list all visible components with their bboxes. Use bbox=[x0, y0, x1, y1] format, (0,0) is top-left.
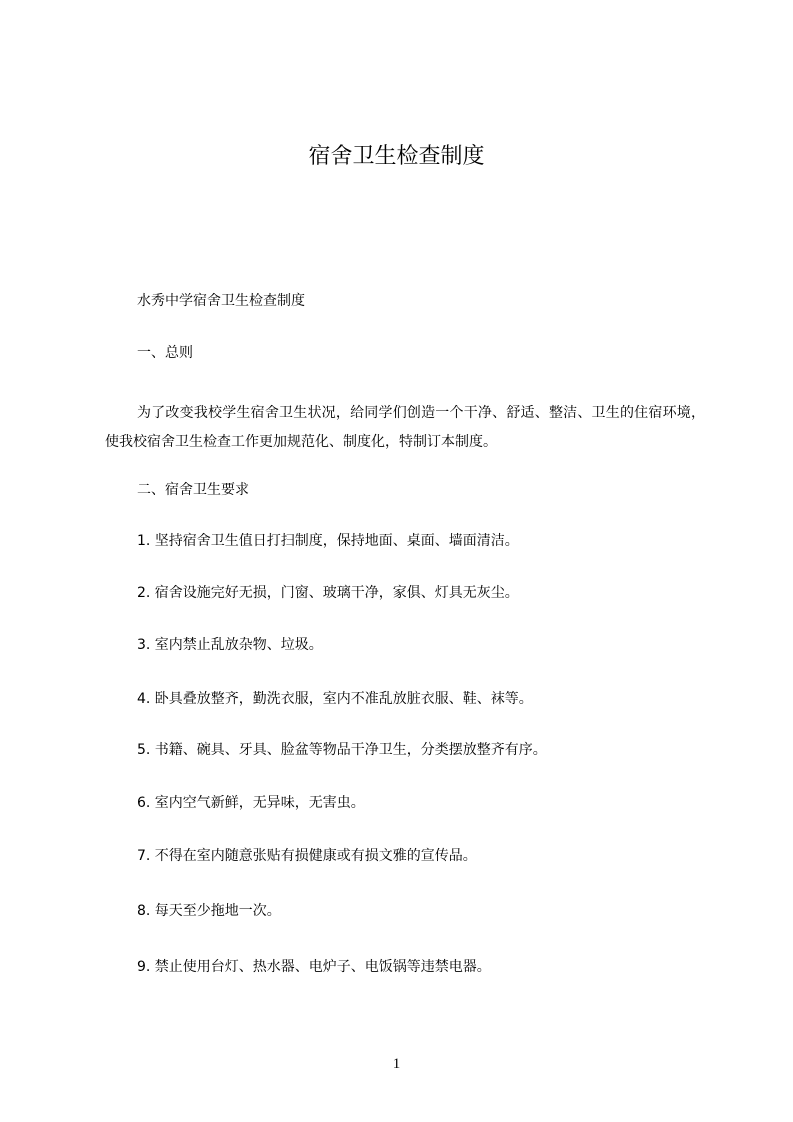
list-item: 1. 坚持宿舍卫生值日打扫制度，保持地面、桌面、墙面清洁。 bbox=[137, 533, 519, 549]
subtitle: 水秀中学宿舍卫生检查制度 bbox=[137, 293, 305, 309]
list-item: 4. 卧具叠放整齐，勤洗衣服，室内不准乱放脏衣服、鞋、袜等。 bbox=[137, 691, 533, 707]
list-item: 7. 不得在室内随意张贴有损健康或有损文雅的宣传品。 bbox=[137, 848, 477, 864]
page-number: 1 bbox=[392, 1056, 401, 1072]
document-title: 宿舍卫生检查制度 bbox=[308, 144, 485, 169]
list-item: 9. 禁止使用台灯、热水器、电炉子、电饭锅等违禁电器。 bbox=[137, 959, 491, 975]
list-item: 6. 室内空气新鲜，无异味，无害虫。 bbox=[137, 795, 365, 811]
section-heading-general: 一、总则 bbox=[137, 345, 193, 361]
general-paragraph: 为了改变我校学生宿舍卫生状况，给同学们创造一个干净、舒适、整洁、卫生的住宿环境，使我校宿舍卫生检查工作更加规范化、制度化，特制订本制度。 bbox=[105, 405, 705, 450]
list-item: 8. 每天至少拖地一次。 bbox=[137, 903, 281, 919]
list-item: 2. 宿舍设施完好无损，门窗、玻璃干净，家俱、灯具无灰尘。 bbox=[137, 585, 519, 601]
list-item: 5. 书籍、碗具、牙具、脸盆等物品干净卫生，分类摆放整齐有序。 bbox=[137, 742, 547, 758]
list-item: 3. 室内禁止乱放杂物、垃圾。 bbox=[137, 637, 323, 653]
section-heading-requirements: 二、宿舍卫生要求 bbox=[137, 482, 249, 498]
